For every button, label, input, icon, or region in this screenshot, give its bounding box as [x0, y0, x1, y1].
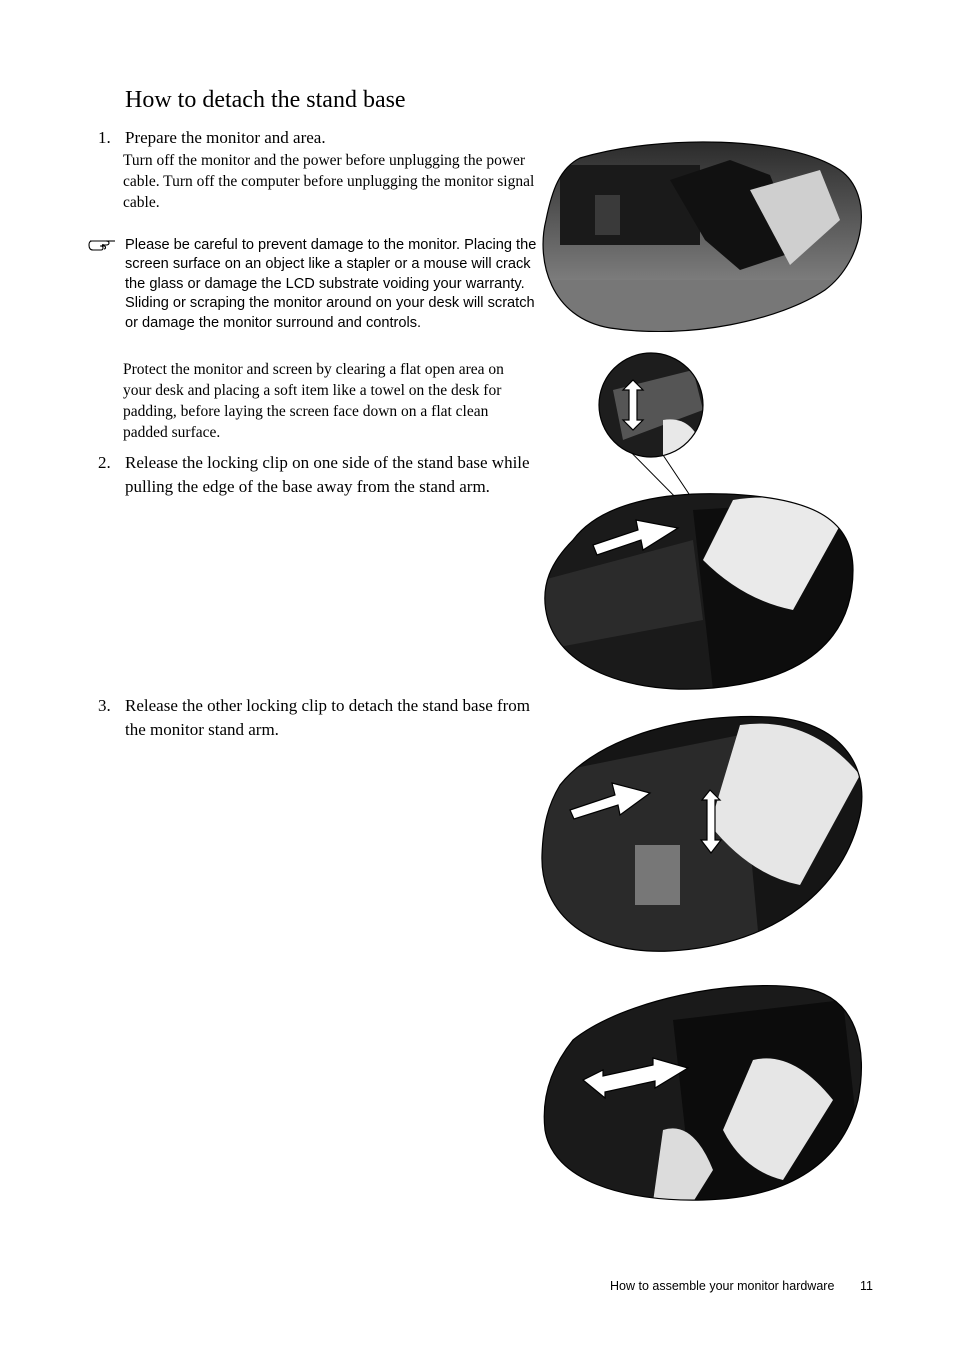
- step-1-number: 1.: [98, 128, 111, 147]
- footer-section-title: How to assemble your monitor hardware: [610, 1279, 835, 1293]
- step-1: [98, 126, 538, 150]
- step-2-number: 2.: [98, 453, 111, 472]
- note-box: [88, 236, 540, 333]
- step-1-paragraph: Turn off the monitor and the power before unplugging the power cable. Turn off the computer before unplugging the monitor signal cable.: [123, 152, 535, 211]
- step-2: [98, 451, 538, 499]
- step-1-heading: Prepare the monitor and area.: [125, 128, 326, 147]
- step-3: [98, 694, 538, 742]
- step-3-number: 3.: [98, 696, 111, 715]
- step-3-heading: Release the other locking clip to detach the stand base from the monitor stand arm.: [125, 696, 531, 739]
- note-text: Please be careful to prevent damage to the monitor. Placing the screen surface on an object like a stapler or a mouse will crack the glass or damage the LCD substrate voiding your warranty. Sliding or scraping the monitor around on your desk will scratch or damage the monitor surround and controls.: [125, 237, 537, 331]
- footer-page-number: 11: [860, 1279, 873, 1293]
- illustration-prepare-monitor: [540, 140, 865, 332]
- page-title: How to detach the stand base: [125, 87, 406, 113]
- illustration-release-first-clip: [543, 350, 855, 690]
- illustration-detach-base: [543, 980, 865, 1202]
- step-1-protect-paragraph: Protect the monitor and screen by clearing a flat open area on your desk and placing a soft item like a towel on the desk for padding, before laying the screen face down on a flat clean padded surface.: [123, 361, 504, 441]
- step-2-heading: Release the locking clip on one side of the stand base while pulling the edge of the base away from the stand arm.: [125, 453, 530, 496]
- illustration-release-second-clip: [540, 715, 865, 953]
- pointing-hand-icon: [88, 236, 118, 254]
